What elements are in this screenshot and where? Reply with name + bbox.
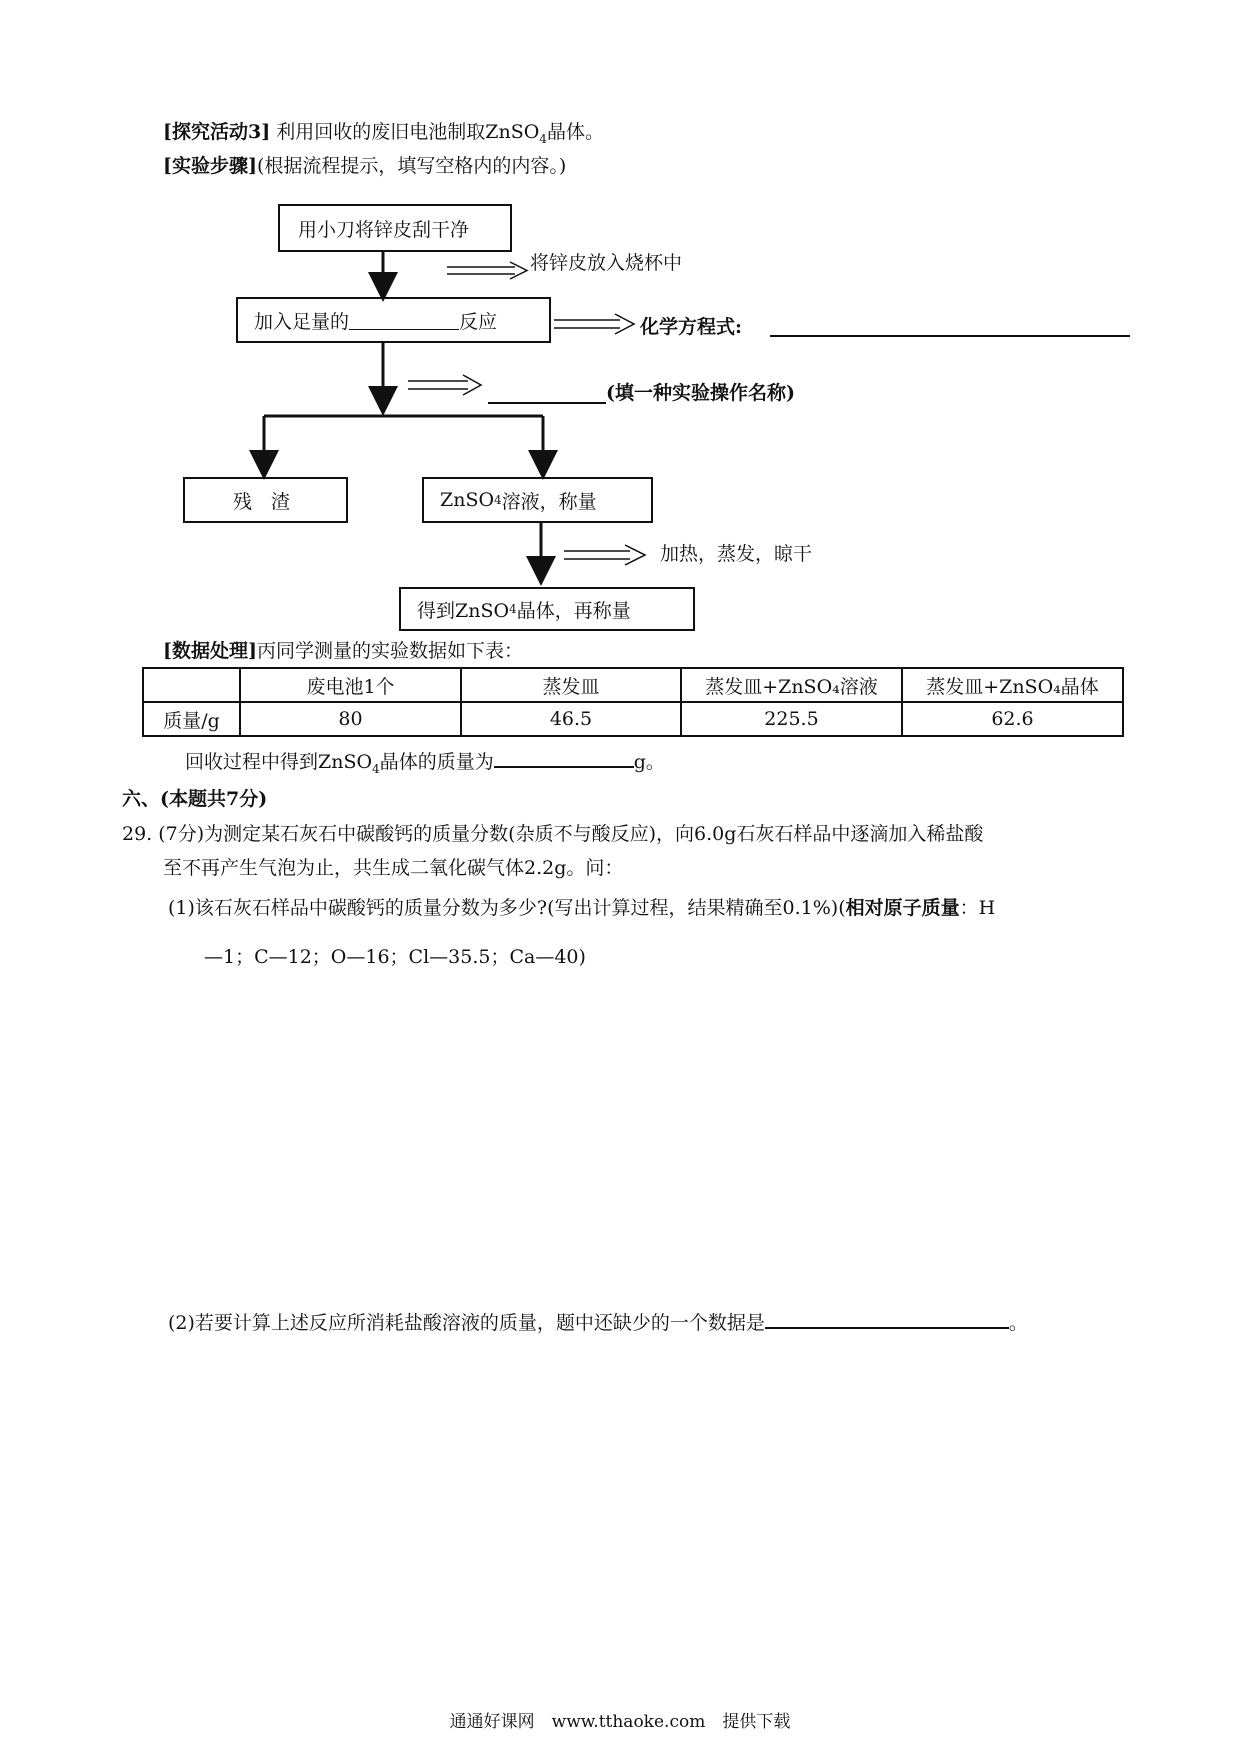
note-evaporate: 加热，蒸发，晾干 [660,543,813,565]
double-arrow-4 [564,545,645,565]
q29-line1: 29. (7分)为测定某石灰石中碳酸钙的质量分数(杂质不与酸反应)，向6.0g石灰石样品中逐滴加入稀盐酸 [122,823,984,845]
table-row [143,702,1123,736]
data-text: 丙同学测量的实验数据如下表： [256,640,523,662]
note-beaker: 将锌皮放入烧杯中 [530,252,683,274]
table-header-cell: 蒸发皿+ZnSO₄晶体 [902,668,1123,702]
activity-text: 利用回收的废旧电池制取ZnSO$_4$晶体。 [276,121,604,146]
flow-connectors [0,0,1240,650]
q29-sub2: (2)若要计算上述反应所消耗盐酸溶液的质量，题中还缺少的一个数据是 。 [168,1309,1028,1335]
double-arrow-2 [554,314,634,334]
solution-box: ZnSO 4 溶液，称量 [422,477,653,523]
table-cell: 46.5 [461,702,681,736]
crystal-box: 得到ZnSO 4 晶体，再称量 [399,587,695,631]
equation-blank[interactable] [770,335,1130,337]
data-table [142,667,1124,737]
mass-question: 回收过程中得到ZnSO$_4$晶体的质量为 g。 [185,748,665,781]
reagent-blank[interactable] [349,311,459,330]
double-arrow-1 [447,262,527,279]
equation-label: 化学方程式: [640,316,743,338]
table-header-cell: 蒸发皿+ZnSO₄溶液 [681,668,902,702]
missing-data-blank[interactable] [765,1309,1009,1329]
residue-box: 残 渣 [183,477,348,523]
table-cell: 80 [240,702,461,736]
footer-credit: 通通好课网 www.tthaoke.com 提供下载 [449,1712,791,1732]
step-box-scrape: 用小刀将锌皮刮干净 [278,204,512,252]
activity-label: [探究活动3] [163,121,271,143]
table-cell: 225.5 [681,702,902,736]
mass-blank[interactable] [494,748,634,768]
table-header-cell [143,668,240,702]
operation-hint: (填一种实验操作名称) [606,382,795,404]
steps-label: [实验步骤] [163,155,257,177]
section-title: 六、(本题共7分) [122,788,268,810]
data-line [163,639,523,663]
table-cell: 62.6 [902,702,1123,736]
q29-sub1: (1)该石灰石样品中碳酸钙的质量分数为多少?(写出计算过程，结果精确至0.1%)(相对原子质量：H [168,897,996,919]
data-label: [数据处理] [163,640,257,662]
table-header-cell: 蒸发皿 [461,668,681,702]
q29-line2: 至不再产生气泡为止，共生成二氧化碳气体2.2g。问： [163,857,624,879]
table-row-label: 质量/g [143,702,240,736]
table-header-row [143,668,1123,702]
table-header-cell: 废电池1个 [240,668,461,702]
operation-blank[interactable] [488,402,606,404]
q29-sub1-line2: —1；C—12；O—16；Cl—35.5；Ca—40) [204,946,586,968]
step-box-react: 加入足量的 反应 [236,297,551,343]
steps-text: (根据流程提示，填写空格内的内容。) [256,155,567,177]
double-arrow-3 [408,375,481,395]
